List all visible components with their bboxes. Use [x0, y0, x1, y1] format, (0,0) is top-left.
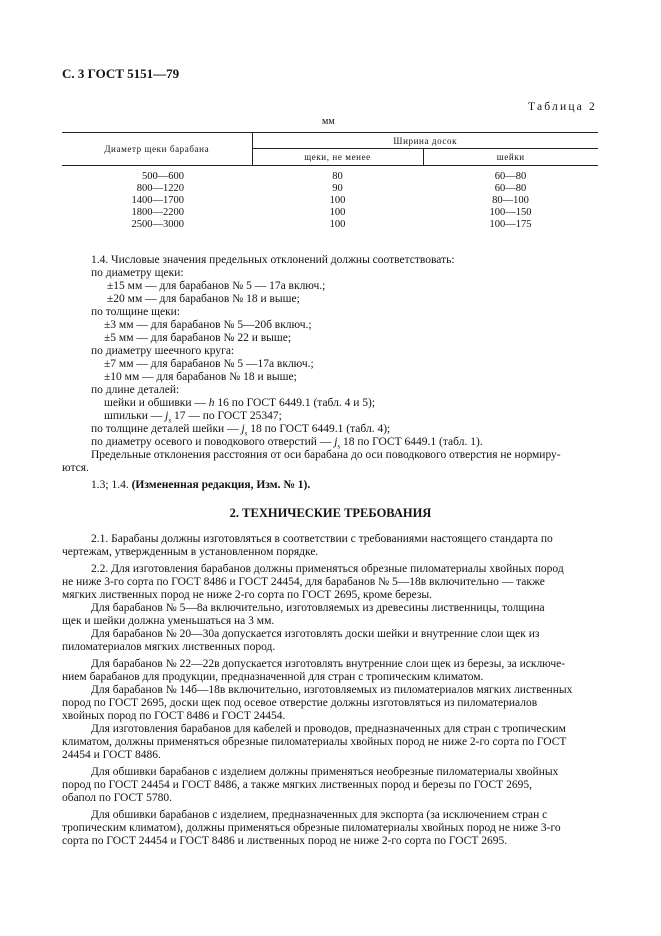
paragraph-drums-14-18-cont: хвойных пород по ГОСТ 8486 и ГОСТ 24454.: [62, 710, 286, 722]
tolerances-section: [62, 254, 598, 492]
paragraph-sheathing-cont: пород по ГОСТ 24454 и ГОСТ 8486, а также мягких лиственных пород и березы по ГОСТ 2695,: [62, 779, 532, 791]
tolerance-item: по диаметру осевого и поводкового отверстий — $j_s$ 18 по ГОСТ 6449.1 (табл. 1).: [91, 436, 483, 451]
paragraph-1-4: 1.4. Числовые значения предельных отклонений должны соответствовать:: [91, 254, 455, 266]
table-header-board-width: Ширина досок: [252, 133, 598, 149]
table-cell-cheeks: 80: [332, 170, 343, 182]
table-cell-neck: 60—80: [494, 170, 527, 182]
table-row: [62, 195, 598, 207]
tolerance-item: ±7 мм — для барабанов № 5 —17а включ.;: [104, 358, 314, 370]
table-header-drum-diameter: Диаметр щеки барабана: [62, 133, 252, 166]
table-cell-diameter: 500—600: [142, 170, 184, 182]
table-row: [62, 219, 598, 231]
paragraph-drums-20-30: Для барабанов № 20—30а допускается изготовлять доски шейки и внутренние слои щек из: [91, 628, 540, 640]
axis-deviation-text: Предельные отклонения расстояния от оси барабана до оси поводкового отверстия не нормиру-: [91, 449, 561, 461]
paragraph-tropical: Для изготовления барабанов для кабелей и проводов, предназначенных для стран с тропическим: [91, 723, 566, 735]
paragraph-drums-14-18-cont: пород по ГОСТ 2695, доски щек под осевое отверстие должны изготовляться из пиломатериалов: [62, 697, 538, 709]
paragraph-drums-22-cont: нием барабанов для продукции, предназначенной для стран с тропическим климатом.: [62, 671, 484, 683]
table-unit-label: мм: [322, 116, 335, 127]
table-cell-cheeks: 100: [329, 194, 346, 206]
table-cell-cheeks: 100: [329, 206, 346, 218]
section-title: 2. ТЕХНИЧЕСКИЕ ТРЕБОВАНИЯ: [229, 506, 432, 520]
paragraph-sheathing-cont: обапол по ГОСТ 5780.: [62, 792, 172, 804]
table-cell-neck: 80—100: [492, 194, 529, 206]
paragraph-2-2-cont: не ниже 3-го сорта по ГОСТ 8486 и ГОСТ 24454, для барабанов № 5—18в включительно — также: [62, 576, 545, 588]
paragraph-larch: Для барабанов № 5—8а включительно, изготовляемых из древесины лиственницы, толщина: [91, 602, 545, 614]
table-row: [62, 171, 598, 183]
axis-deviation-text-cont: ются.: [62, 462, 89, 474]
tolerance-item: ±20 мм — для барабанов № 18 и выше;: [107, 293, 300, 305]
paragraph-export-cont: сорта по ГОСТ 24454 и ГОСТ 8486 и лиственных пород не ниже 2-го сорта по ГОСТ 2695.: [62, 835, 508, 847]
paragraph-export-cont: тропическим климатом), должны применяться обрезные пиломатериалы хвойных пород не ниже 3-го: [62, 822, 561, 834]
table-cell-cheeks: 90: [332, 182, 343, 194]
page-title: С. 3 ГОСТ 5151—79: [62, 66, 180, 81]
table-cell-cheeks: 100: [329, 218, 346, 230]
tolerance-heading-cheek-diameter: по диаметру щеки:: [91, 267, 184, 279]
table-label: Таблица 2: [528, 101, 597, 113]
tolerance-item: по толщине деталей шейки — $j_s$ 18 по ГОСТ 6449.1 (табл. 4);: [91, 423, 391, 438]
table-cell-diameter: 800—1220: [136, 182, 184, 194]
table-cell-diameter: 1800—2200: [131, 206, 184, 218]
tolerance-heading-neck-circle: по диаметру шеечного круга:: [91, 345, 235, 357]
paragraph-2-2-cont: мягких лиственных пород не ниже 2-го сорта по ГОСТ 2695, кроме березы.: [62, 589, 433, 601]
paragraph-2-1: 2.1. Барабаны должны изготовляться в соответствии с требованиями настоящего стандарта по: [91, 533, 553, 545]
paragraph-drums-20-30-cont: пиломатериалов мягких лиственных пород.: [62, 641, 276, 653]
table-cell-neck: 100—175: [489, 218, 532, 230]
tolerance-item: ±5 мм — для барабанов № 22 и выше;: [104, 332, 292, 344]
tolerance-item: ±15 мм — для барабанов № 5 — 17а включ.;: [107, 280, 326, 292]
table-header-neck: шейки: [423, 149, 598, 166]
paragraph-drums-14-18: Для барабанов № 14б—18в включительно, изготовляемых из пиломатериалов мягких лиственных: [91, 684, 573, 696]
table-cell-neck: 60—80: [494, 182, 527, 194]
section-2-body: [62, 533, 598, 848]
drum-dimensions-table: [62, 132, 598, 231]
paragraph-sheathing: Для обшивки барабанов с изделием должны применяться необрезные пиломатериалы хвойных: [91, 766, 559, 778]
tolerance-item: ±3 мм — для барабанов № 5—20б включ.;: [104, 319, 312, 331]
table-row: [62, 207, 598, 219]
paragraph-2-1-cont: чертежам, утвержденным в установленном порядке.: [62, 546, 319, 558]
paragraph-export: Для обшивки барабанов с изделием, предназначенных для экспорта (за исключением стран с: [91, 809, 548, 821]
tolerance-item: ±10 мм — для барабанов № 18 и выше;: [104, 371, 297, 383]
paragraph-tropical-cont: климатом, должны применяться обрезные пиломатериалы хвойных пород не ниже 2-го сорта по ГОСТ: [62, 736, 567, 748]
table-cell-diameter: 2500—3000: [131, 218, 184, 230]
table-row: [62, 183, 598, 195]
tolerance-item: шейки и обшивки — h 16 по ГОСТ 6449.1 (табл. 4 и 5);: [104, 397, 376, 409]
paragraph-drums-22: Для барабанов № 22—22в допускается изготовлять внутренние слои щек из березы, за исключе-: [91, 658, 566, 670]
table-cell-diameter: 1400—1700: [131, 194, 184, 206]
table-cell-neck: 100—150: [489, 206, 532, 218]
tolerance-item: шпильки — $j_s$ 17 — по ГОСТ 25347;: [104, 410, 282, 425]
tolerance-heading-cheek-thickness: по толщине щеки:: [91, 306, 181, 318]
table-header-cheeks: щеки, не менее: [252, 149, 423, 166]
amendment-note: 1.3; 1.4. (Измененная редакция, Изм. № 1).: [91, 479, 311, 491]
paragraph-2-2: 2.2. Для изготовления барабанов должны применяться обрезные пиломатериалы хвойных пород: [91, 563, 564, 575]
paragraph-tropical-cont: 24454 и ГОСТ 8486.: [62, 749, 161, 761]
tolerance-heading-part-length: по длине деталей:: [91, 384, 180, 396]
paragraph-larch-cont: щек и шейки должна уменьшаться на 3 мм.: [62, 615, 275, 627]
